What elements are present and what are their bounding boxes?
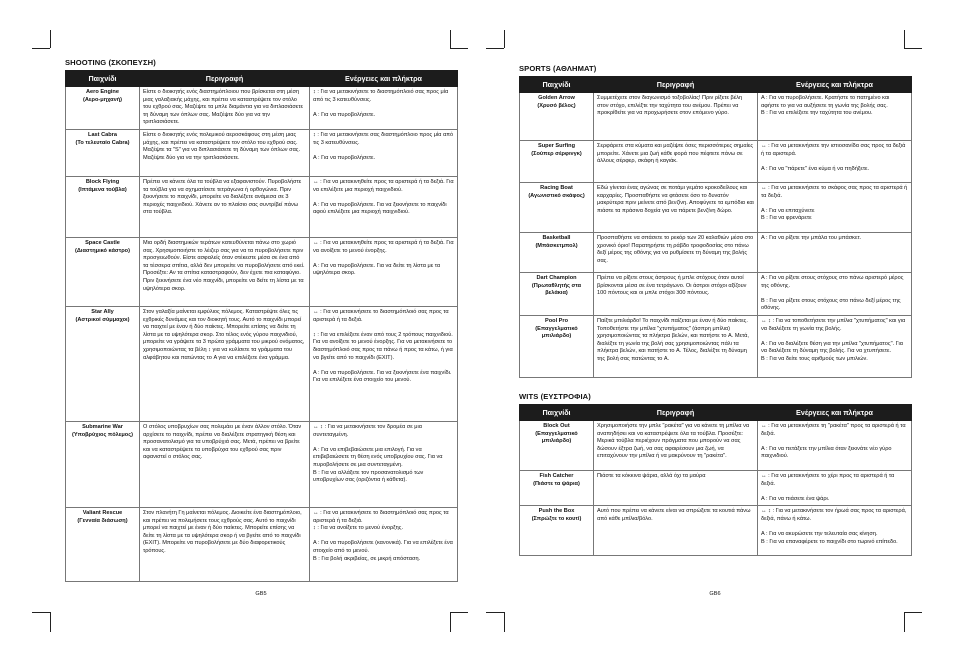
game-actions: A : Για να ρίξετε στους στόχους στο πάνω αριστερό μέρος της οθόνης. B : Για να ρίξετε στους στόχους στο πάνω δεξί μέρος της οθόνης. [758,273,912,316]
table-row [66,237,458,306]
table-header-row [520,404,912,420]
game-actions: ↔ : Για να μετακινήσετε το διαστημόπλοιό σας προς τα αριστερά ή τα δεξιά. ↕ : Για να επιλέξετε έναν από τους 2 τρόπους παιχνιδιού. Για να ανοίξετε το μενού ένορξης. Για να μετακινήσετε το διαστημόπλοιό σας προς τα πάνω ή προς τα κάτω, ή για να βγείτε από το παιχνίδι (EXIT). A : Για να πυροβολήσετε. Για να ξεκινήσετε ένα παιχνίδι. Για να επιλέξετε ένα στοιχείο του μενού. [310,306,458,421]
game-description: Χρησιμοποιήστε την μπλε "ρακέτα" για να κάνετε τη μπίλια να αναπηδήσει και να καταστρέψετε όλα τα τούβλα. Προσέξτε: Μερικά τούβλα περιέχουν πράγματα που μπορούν να σας δώσουν έξτρα ζωή, να σας αφαιρέσουν μια ζωή, να επιταχύνουν την μπίλια ή να μακρύνουν τη "ρακέτα". [594,420,758,470]
right-page [519,58,911,556]
sports-table [519,76,912,378]
game-name: Block Flying (Ιπτάμενα τούβλα) [66,176,140,237]
game-description: Είστε ο διοικητής ενός διαστημόπλοιου που βρίσκεται στη μέση μιας γαλαξιακής μάχης, και πρέπει να καταστρέψετε τον στόλο του εχθρού σας. Μαζέψτε τα μπλε διαμάντια για να διπλασιάσετε τη δύναμη των όπλων σας. Μαζέψτε δύο για να την τριπλασιάσετε. [140,87,310,130]
crop-mark [50,612,51,632]
game-description: Παίξτε μπιλιάρδο! Το παιχνίδι παίζεται με έναν ή δύο παίκτες. Τοποθετήστε την μπίλια "χτυπήματος" (άσπρη μπίλια) χρησιμοποιώντας τα πλήκτρα βελών, και πατήστε το A. Μετά, διαλέξτε τη γωνία της βολή σας χρησιμοποιώντας πάλι τα πλήκτρα βελών, και πατήστε το A. Τέλος, διαλέξτε τη δύναμη της βολή σας πατώντας το A. [594,315,758,377]
page-number: GB5 [255,591,267,597]
game-actions: ↔ ↕ : Για να μετακινήσετε τον δρομέα σε μια συντεταγμένη. A : Για να επιβεβαιώσετε μια επιλογή. Για να επιβεβαιώσετε τη θέση ενός υποβρυχίου σας. Για να πυροβολήσετε σε μια συντεταγμένη. B : Για να αλλάξετε τον προσανατολισμό των υποβρυχίων σας (οριζόντια ή κάθετα). [310,421,458,507]
table-row [520,141,912,183]
table-row [520,420,912,470]
game-name: Aero Engine (Αερο-μηχανή) [66,87,140,130]
game-actions: ↔ : Για να μετακινήσετε την ιστιοσανίδα σας προς τα δεξιά ή τα αριστερά. A : Για να "πάρετε" ένα κύμα ή να πηδήξετε. [758,141,912,183]
crop-mark [450,612,468,613]
crop-mark [904,612,905,632]
game-description: Είστε ο διοικητής ενός πολεμικού αεροσκάφους στη μέση μιας μάχης, και πρέπει να καταστρέψετε τον στόλο του εχθρού σας. Μαζέψτε τα "S" για να διπλασιάσετε τη δύναμη των όπλων σας. Μαζέψτε δύο για να την τριπλασιάσετε. [140,129,310,176]
game-name: Space Castle (Διαστημικό κάστρο) [66,237,140,306]
game-description: Πρέπει να κάνετε όλα τα τούβλα να εξαφανιστούν. Πυροβολήστε τα τούβλα για να σχηματίσετε τετράγωνα ή ορθογώνια. Πριν ξεκινήσετε το παιχνίδι, μπορείτε να διαλέξετε ανάμεσα σε 3 περιοχές παιχνιδιού. Χάνετε αν το πλαίσιο σας συντρίβεί πάνω στα τούβλα. [140,176,310,237]
table-row [520,233,912,273]
game-description: Αυτό που πρέπει να κάνετε είναι να σπρώξετε τα κουτιά πάνω από κάθε μπίλια/βόλο. [594,506,758,556]
table-row [520,470,912,505]
crop-mark [32,612,50,613]
game-actions: ↕ : Για να μετακινήσετε σας διαστημόπλοιο προς μία από τις 3 κατευθύνσεις. A : Για να πυροβολήσετε. [310,129,458,176]
game-name: Basketball (Μπάσκετμπολ) [520,233,594,273]
game-description: Στον πλανήτη Γη μαίνεται πόλεμος. Διοικείτε ένα διαστημόπλοιο, και πρέπει να πολεμήσετε τους εχθρούς σας. Αυτό το παιχνίδι μπορεί να παιχτεί με έναν ή δύο παίκτες. Μπορείτε επίσης να δείτε τη λίστα με τα υψηλότερα σκορ ή να βγείτε από το παιχνίδι (EXIT). Μπορείτε να πυροβολήσετε με δύο διαφορετικούς τρόπους. [140,507,310,581]
game-name: Fish Catcher (Πιάστε τα ψάρια) [520,470,594,505]
game-name: Golden Arrow (Χρυσό βέλος) [520,93,594,141]
crop-mark [450,30,451,48]
column-header: Περιγραφή [594,77,758,93]
page-number: GB6 [709,591,721,597]
game-description: Σερφάρετε στα κύματα και μαζέψτε όσες περισσότερες σημαίες μπορείτε. Χάνετε μια ζωή κάθε φορά που πέφτετε πάνω σε άλλους σέρφερ, σκάφη ή καγιάκ. [594,141,758,183]
game-name: Submarine War (Υποβρύχιος πόλεμος) [66,421,140,507]
table-row [66,87,458,130]
game-description: Προσπαθήστε να σπάσετε το ρεκόρ των 20 καλαθιών μέσα στο χρονικό όριο! Παρατηρήστε τη ράβδο τροφοδοσίας στο πάνω δεξί μέρος της οθόνης για να ρυθμίσετε τη δύναμη της βολής σας. [594,233,758,273]
column-header: Ενέργειες και πλήκτρα [310,71,458,87]
game-actions: ↔ : Για να μετακινηθείτε προς τα αριστερά ή τα δεξιά. Για να ανοίξετε το μενού ένορξης. A : Για να πυροβολήσετε. Για να δείτε τη λίστα με τα υψηλότερα σκορ. [310,237,458,306]
table-row [520,506,912,556]
column-header: Ενέργειες και πλήκτρα [758,77,912,93]
crop-mark [504,612,505,632]
table-row [520,93,912,141]
shooting-table [65,70,458,582]
section-title: SPORTS (ΑΘΛΗΜΑΤ) [519,64,597,73]
game-actions: ↔ ↕ : Για να μετακινήσετε τον ήρωά σας προς τα αριστερά, δεξιά, πάνω ή κάτω. A : Για να ακυρώσετε την τελευταία σας κίνηση. B : Για να επαναφέρετε το παιχνίδι στο τωρινό επίπεδο. [758,506,912,556]
game-name: Dart Champion (Πρωταθλητής στα βελάκια) [520,273,594,316]
game-name: Star Ally (Αστρικοί σύμμαχοι) [66,306,140,421]
game-name: Last Cabra (Το τελευταίο Cabra) [66,129,140,176]
table-row [520,183,912,233]
game-actions: A : Για να πυροβολήσετε. Κρατήστε το πατημένο και αφήστε το για να αυξήσετε τη γωνία της βολής σας. B : Για να επιλέξετε την ταχύτητα του ανέμου. [758,93,912,141]
game-description: Πιάστε τα κόκκινα ψάρια, αλλά όχι τα μαύρα [594,470,758,505]
game-description: Πρέπει να ρίξετε στους άστρους ή μπλε στόχους όταν αυτοί βρίσκονται μέσα σε ένα τετράγωνο. Οι άστροι στόχοι αξίζουν 100 πόντους και οι μπλε στόχοι 300 πόντους. [594,273,758,316]
table-header-row [66,71,458,87]
crop-mark [904,30,905,48]
game-actions: ↔ : Για να μετακινήσετε το διαστημόπλοιό σας προς τα αριστερά ή τα δεξιά. ↕ : Για να ανοίξετε το μενού ένορξης. A : Για να πυροβολήσετε (κανονικά). Για να επιλέξετε ένα στοιχείο από το μενού. B : Για βολή ακριβείας, σε μικρή απόσταση. [310,507,458,581]
game-name: Push the Box (Σπρώξτε το κουτί) [520,506,594,556]
game-name: Pool Pro (Επαγγελματικό μπιλιάρδο) [520,315,594,377]
table-row [66,507,458,581]
game-name: Super Surfing (Σούπερ σέρφινγκ) [520,141,594,183]
crop-mark [504,30,505,48]
crop-mark [904,48,922,49]
game-description: Ο στόλος υποβρυχίων σας πολεμάει με έναν άλλον στόλο. Όταν αρχίσετε το παιχνίδι, πρέπει να διαλέξετε στρατηγική θέση και προσανατολισμό για τα υποβρύχιά σας. Μετά, πρέπει να βρείτε και να καταστρέψετε τα υποβρύχια του εχθρού σας πριν αφανιστεί ο στόλος σας. [140,421,310,507]
crop-mark [450,48,468,49]
column-header: Παιχνίδι [520,77,594,93]
left-page [65,58,457,582]
column-header: Περιγραφή [140,71,310,87]
game-actions: ↔ : Για να μετακινήσετε το χέρι προς τα αριστερά ή τα δεξιά. A : Για να πιάσετε ένα ψάρι. [758,470,912,505]
table-row [66,306,458,421]
wits-table [519,404,912,556]
game-actions: ↔ ↕ : Για να τοποθετήσετε την μπίλια "χτυπήματος" και για να διαλέξετε τη γωνία της βολής. A : Για να διαλέξετε θέση για την μπίλια "χτυπήματος". Για να διαλέξετε τη δύναμη της βολής. Για να χτυπήσετε. B : Για να δείτε τους αριθμούς των μπιλιών. [758,315,912,377]
section-title: WITS (ΕΥΣΤΡΟΦΙΑ) [519,391,591,401]
game-description: Μια ορδή διαστημικών τεράτων κατευθύνεται πάνω στο χωριό σας. Χρησιμοποιήστε το λέιζερ σας για να τα πυροβολήσετε πριν προσγειωθούν. Είστε ασφαλείς όταν στέκεστε μέσα σε ένα από τα τέσσερα σπίτια, αλλά δεν μπορείτε να πυροβολήσετε από εκεί. Προσέξτε: Αν τα σπίτια καταστραφούν, δεν έχετε πια καταφύγιο. Πριν ξεκινήσετε ένα νέο παιχνίδι, μπορείτε να δείτε τη λίστα με τα υψηλότερα σκορ. [140,237,310,306]
table-row [66,421,458,507]
section-title: SHOOTING (ΣΚΟΠΕΥΣΗ) [65,58,156,67]
table-row [66,129,458,176]
crop-mark [50,30,51,48]
table-row [66,176,458,237]
game-actions: A : Για να ρίξετε την μπάλα του μπάσκετ. [758,233,912,273]
column-header: Ενέργειες και πλήκτρα [758,404,912,420]
crop-mark [904,612,922,613]
crop-mark [450,612,451,632]
game-name: Valiant Rescue (Γενναία διάσωση) [66,507,140,581]
game-description: Εδώ γίνεται ένας αγώνας σε ποτάμι γεμάτο κροκοδείλους και καρχαρίες. Προσπαθήστε να φτάσετε όσο το δυνατόν μακρύτερα πριν μείνετε από βενζίνη. Αποφύγετε τα εμπόδια και πιάστε τα πράσινα δοχεία για να πάρετε βενζίνη δώρο. [594,183,758,233]
game-actions: ↕ : Για να μετακινήσετε το διαστημόπλοιό σας προς μία από τις 3 κατευθύνσεις. A : Για να πυροβολήσετε. [310,87,458,130]
game-name: Racing Boat (Αγωνιστικό σκάφος) [520,183,594,233]
column-header: Παιχνίδι [66,71,140,87]
game-actions: ↔ : Για να μετακινήσετε το σκάφος σας προς τα αριστερά ή τα δεξιά. A : Για να επιταχύνετε B : Για να φρενάρετε [758,183,912,233]
crop-mark [486,612,504,613]
column-header: Παιχνίδι [520,404,594,420]
game-actions: ↔ : Για να μετακινήσετε τη "ρακέτα" προς τα αριστερά ή τα δεξιά. A : Για να πετάξετε την μπίλια όταν ξεκινάτε νέο γύρο παιχνιδιού. [758,420,912,470]
table-row [520,273,912,316]
game-description: Στον γαλαξία μαίνεται εμφύλιος πόλεμος. Καταστρέψτε όλες τις εχθρικές δυνάμεις και τον διοικητή τους. Αυτό το παιχνίδι μπορεί να παιχτεί με έναν ή δύο παίκτες. Μπορείτε επίσης να δείτε τη λίστα με τα υψηλότερα σκορ. Στο τέλος ενός γύρου παιχνιδιού, μπορείτε να γράψετε τα 3 πρώτα γράμματα του μικρού ονόματος, χρησιμοποιώντας τα βέλη ↕ για να κυλίσετε τα γράμματα του αλφάβητου και πατώντας το A για να επιλέξετε ένα γράμμα. [140,306,310,421]
game-description: Συμμετέχετε στον διαγωνισμό τοξοβολίας! Πριν ρίξετε βέλη στον στόχο, επιλέξτε την ταχύτητα του ανέμου. Πρέπει να προκρίθείτε για να προχωρήσετε στον επόμενο γύρο. [594,93,758,141]
crop-mark [32,48,50,49]
table-header-row [520,77,912,93]
crop-mark [486,48,504,49]
table-row [520,315,912,377]
game-actions: ↔ : Για να μετακινηθείτε προς τα αριστερά ή τα δεξιά. Για να επιλέξετε μια περιοχή παιχνιδιού. A : Για να πυροβολήσετε. Για να ξεκινήσετε το παιχνίδι αφού επιλέξετε μια περιοχή παιχνιδιού. [310,176,458,237]
game-name: Block Out (Επαγγελματικό μπιλιάρδο) [520,420,594,470]
column-header: Περιγραφή [594,404,758,420]
